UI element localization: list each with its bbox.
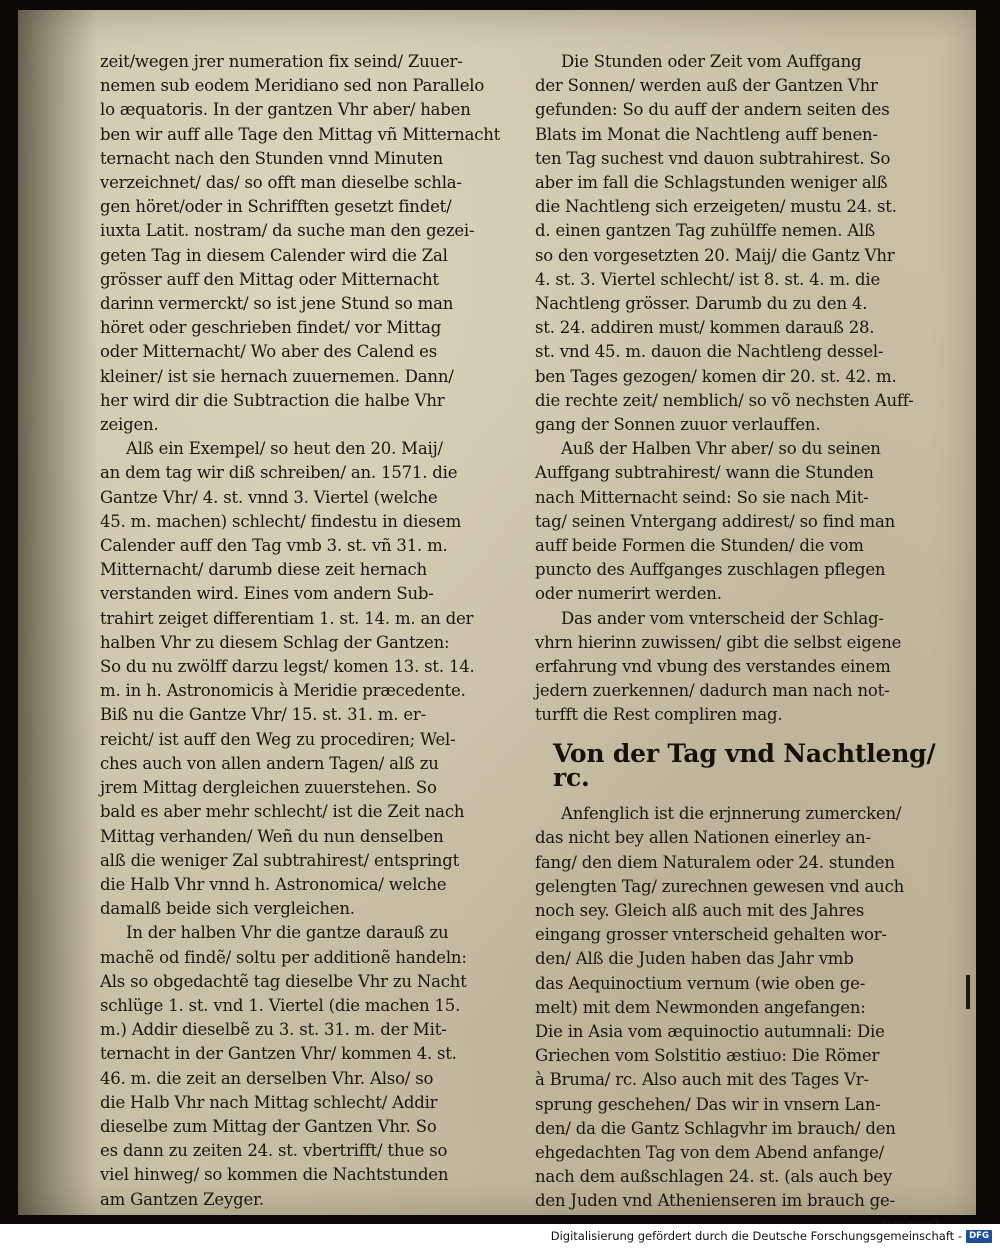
left-paragraph-1: zeit/wegen jrer numeration fix seind/ Zuuer- nemen sub eodem Meridiano sed non Parallelo lo æquatoris. In der gantzen Vhr aber/ haben ben wir auff alle Tage den Mittag vñ Mitternacht ternacht nach den Stunden vnnd Minuten verzeichnet/ das/ so offt man dieselbe schla- gen höret/oder in Schrifften gesetzt findet/ iuxta Latit. nostram/ da suche man den gezei- geten Tag in diesem Calender wird die Zal grösser auff den Mittag oder Mitternacht darinn vermerckt/ so ist jene Stund so man höret oder geschrieben findet/ vor Mittag oder Mitternacht/ Wo aber des Calend es kleiner/ ist sie hernach zuuernemen. Dann/ her wird dir die Subtraction die halbe Vhr zeigen. — [100, 52, 501, 435]
footer-credit: Digitalisierung gefördert durch die Deutsche Forschungsgemeinschaft - — [550, 1229, 962, 1243]
dfg-logo-icon[interactable]: DFG — [966, 1230, 992, 1243]
right-text-column — [535, 50, 940, 1238]
right-paragraph-3: Das ander vom vnterscheid der Schlag- vhrn hierinn zuwissen/ gibt die selbst eigene erfahrung vnd vbung des verstandes einem jedern zuerkennen/ dadurch man nach not- turfft die Rest compliren mag. — [535, 608, 902, 725]
section-paragraph-1: Anfenglich ist die erjnnerung zumercken/ das nicht bey allen Nationen einerley an- fang/ den diem Naturalem oder 24. stunden gelengten Tag/ zurechnen gewesen vnd auch noch sey. Gleich alß auch mit des Jahres eingang grosser vnterscheid gehalten wor- den/ Alß die Juden haben das Jahr vmb das Aequinoctium vernum (wie oben ge- melt) mit dem Newmonden angefangen: Die in Asia vom æquinoctio autumnali: Die Griechen vom Solstitio æstiuo: Die Römer à Bruma/ rc. Also auch mit des Tages Vr- sprung geschehen/ Das wir in vnsern Lan- den/ da die Gantz Schlagvhr im brauch/ den ehgedachten Tag von dem Abend anfange/ nach dem außschlagen 24. st. (als auch bey den Juden vnd Athenienseren im brauch ge- — [535, 804, 905, 1211]
left-paragraph-2: Alß ein Exempel/ so heut den 20. Maij/ an dem tag wir diß schreiben/ an. 1571. die Gantze Vhr/ 4. st. vnnd 3. Viertel (welche 45. m. machen) schlecht/ findestu in diesem Calender auff den Tag vmb 3. st. vñ 31. m. Mitternacht/ darumb diese zeit hernach verstanden wird. Eines vom andern Sub- trahirt zeiget differentiam 1. st. 14. m. an der halben Vhr zu diesem Schlag der Gantzen: So du nu zwölff darzu legst/ komen 13. st. 14. m. in h. Astronomicis à Meridie præcedente. Biß nu die Gantze Vhr/ 15. st. 31. m. er- reicht/ ist auff den Weg zu procediren; Wel- ches auch von allen andern Tagen/ alß zu jrem Mittag dergleichen zuuerstehen. So bald es aber mehr schlecht/ ist die Zeit nach Mittag verhanden/ Weñ du nun denselben alß die weniger Zal subtrahirest/ entspringt die Halb Vhr vnnd h. Astronomica/ welche damalß beide sich vergleichen. — [100, 439, 475, 919]
page-edge-mark — [966, 975, 970, 1009]
right-paragraph-1: Die Stunden oder Zeit vom Auffgang der Sonnen/ werden auß der Gantzen Vhr gefunden: So du auff der andern seiten des Blats im Monat die Nachtleng auff benen- ten Tag suchest vnd dauon subtrahirest. So aber im fall die Schlagstunden weniger alß die Nachtleng sich erzeigeten/ mustu 24. st. d. einen gantzen Tag zuhülffe nemen. Alß so den vorgesetzten 20. Maij/ die Gantz Vhr 4. st. 3. Viertel schlecht/ ist 8. st. 4. m. die Nachtleng grösser. Darumb du zu den 4. st. 24. addiren must/ kommen darauß 28. st. vnd 45. m. dauon die Nachtleng dessel- ben Tages gezogen/ komen dir 20. st. 42. m. die rechte zeit/ nemblich/ so võ nechsten Auff- gang der Sonnen zuuor verlauffen. — [535, 52, 914, 435]
gutter-shadow — [18, 10, 98, 1215]
footer-bar — [0, 1224, 1000, 1249]
left-paragraph-3: In der halben Vhr die gantze darauß zu machẽ od findẽ/ soltu per additionẽ handeln: Als so obgedachtẽ tag dieselbe Vhr zu Nacht schlüge 1. st. vnd 1. Viertel (die machen 15. m.) Addir dieselbẽ zu 3. st. 31. m. der Mit- ternacht in der Gantzen Vhr/ kommen 4. st. 46. m. die zeit an derselben Vhr. Also/ so die Halb Vhr nach Mittag schlecht/ Addir dieselbe zum Mittag der Gantzen Vhr. So es dann zu zeiten 24. st. vbertrifft/ thue so viel hinweg/ so kommen die Nachtstunden am Gantzen Zeyger. — [100, 923, 467, 1209]
section-title: Von der Tag vnd Nachtleng/ rc. — [553, 738, 936, 792]
left-text-column — [100, 50, 520, 1212]
right-paragraph-2: Auß der Halben Vhr aber/ so du seinen Auffgang subtrahirest/ wann die Stunden nach Mitternacht seind: So sie nach Mit- tag/ seinen Vntergang addirest/ so find man auff beide Formen die Stunden/ die vom puncto des Auffganges zuschlagen pflegen oder numerirt werden. — [535, 439, 896, 604]
